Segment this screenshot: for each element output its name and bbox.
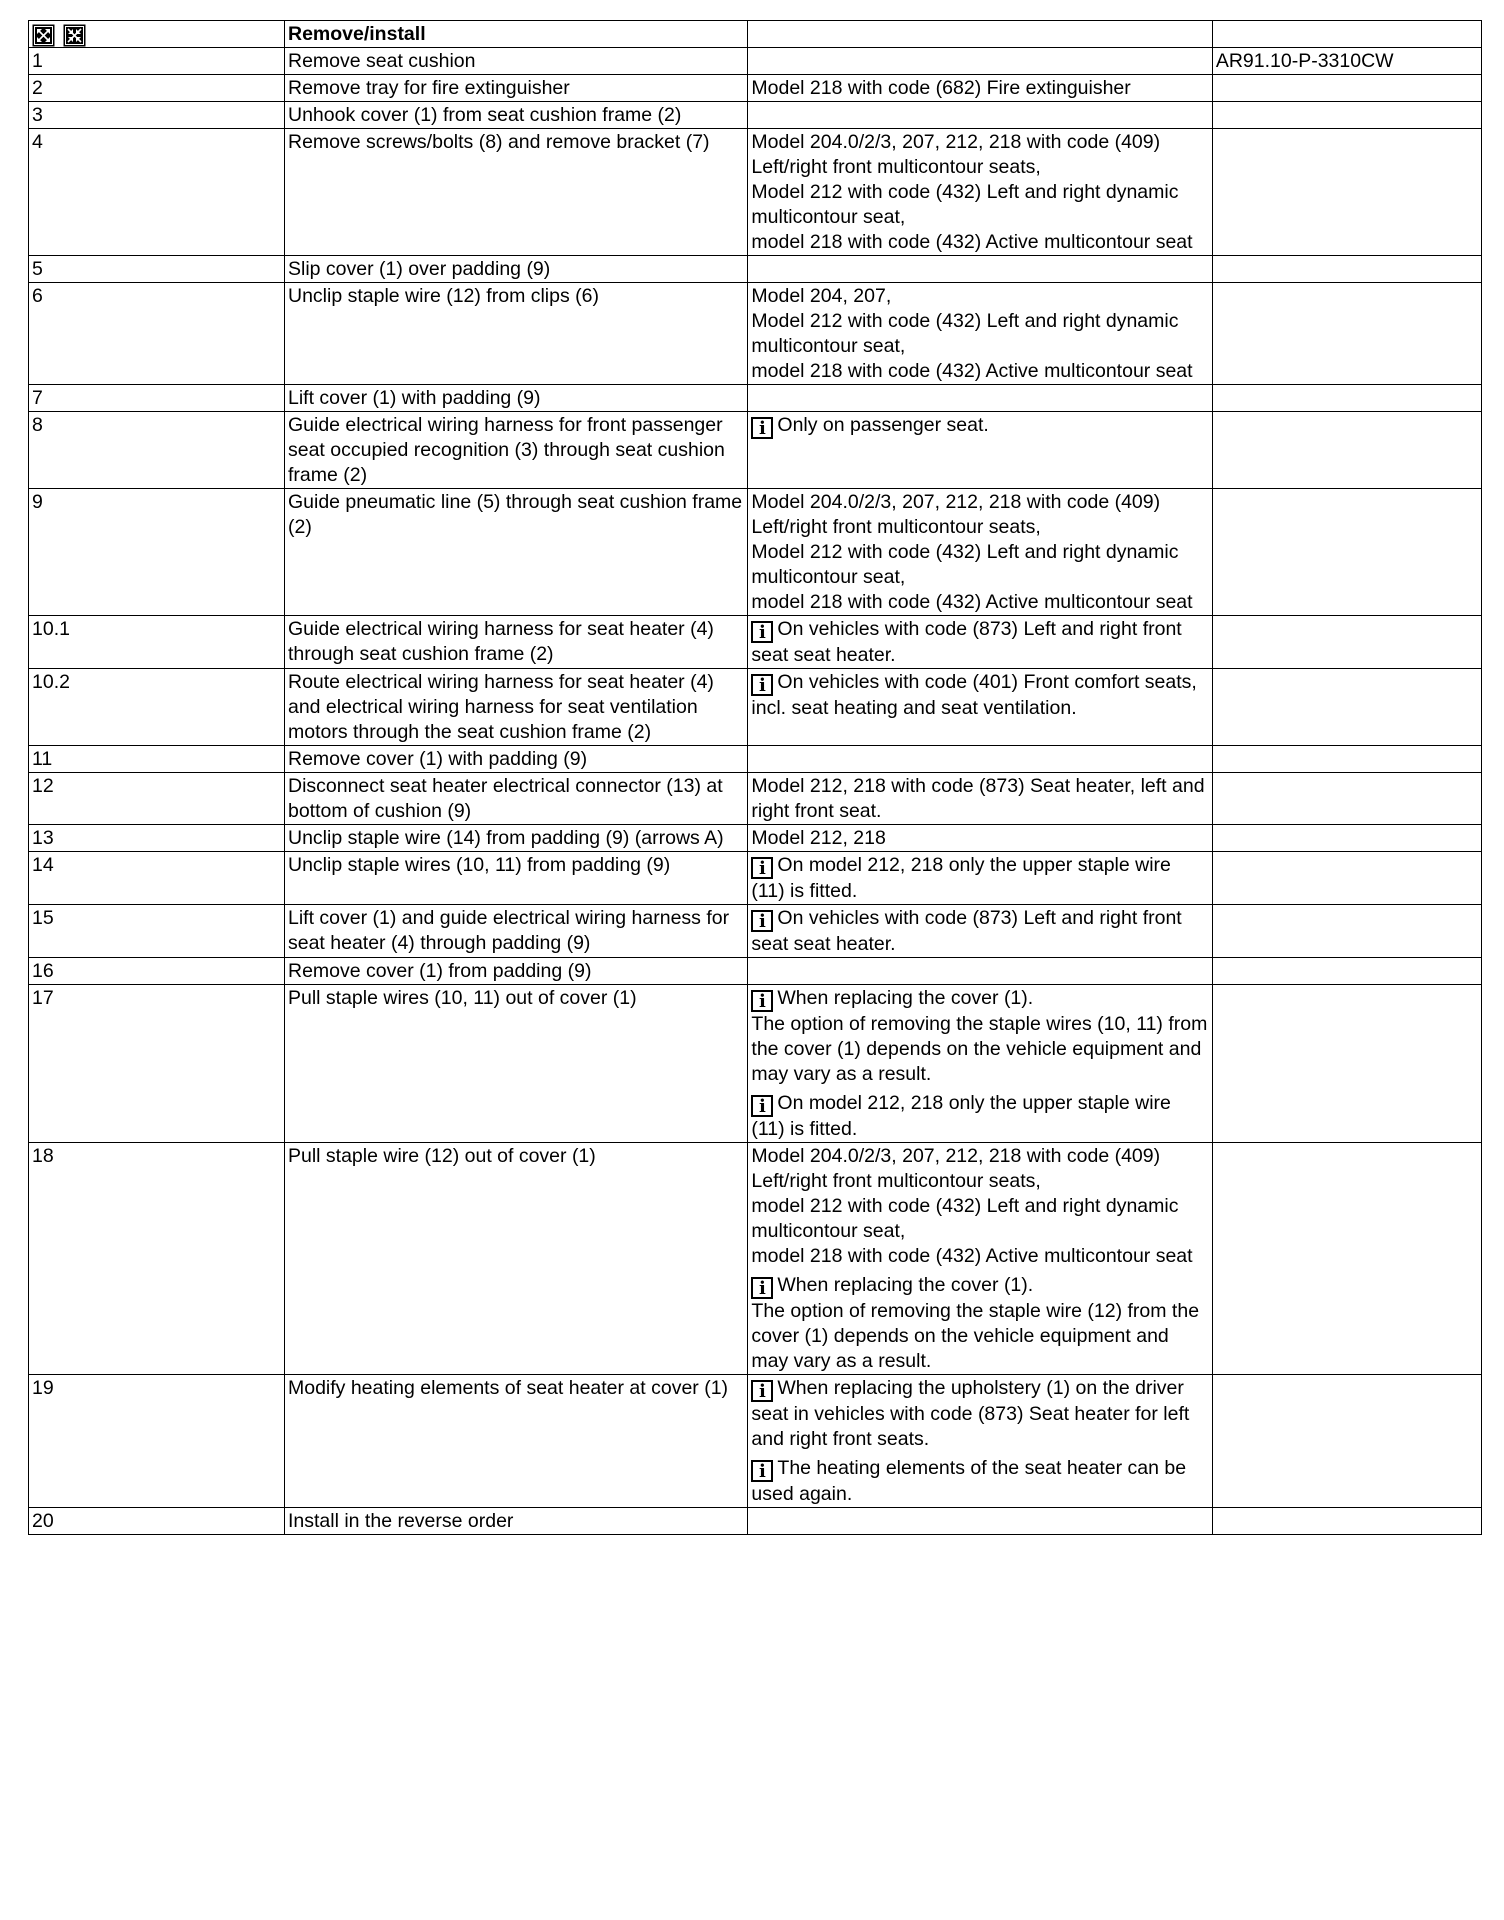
table-row (29, 746, 1482, 773)
step-number: 15 (29, 905, 285, 958)
reference-link (1212, 985, 1481, 1143)
step-action: Pull staple wire (12) out of cover (1) (284, 1143, 747, 1375)
reference-link (1212, 852, 1481, 905)
step-number: 20 (29, 1508, 285, 1535)
step-action: Remove cover (1) with padding (9) (284, 746, 747, 773)
note-content: Model 212, 218 (751, 827, 886, 849)
info-icon: i (751, 417, 773, 439)
table-row (29, 1143, 1482, 1375)
header-icons-cell (29, 21, 285, 48)
step-notes (748, 489, 1212, 616)
step-number: 2 (29, 75, 285, 102)
note-text (751, 826, 1207, 851)
table-row (29, 669, 1482, 746)
step-action: Guide electrical wiring harness for front passenger seat occupied recognition (3) through seat cushion frame (2) (284, 412, 747, 489)
reference-link[interactable]: AR91.10-P-3310CW (1212, 48, 1481, 75)
step-notes (748, 985, 1212, 1143)
collapse-view-icon[interactable] (63, 24, 86, 47)
note-content: model 218 with code (432) Active multicontour seat (751, 591, 1193, 613)
info-note (751, 1456, 1207, 1507)
note-text (751, 490, 1207, 540)
step-action: Lift cover (1) with padding (9) (284, 385, 747, 412)
info-icon: i (751, 1460, 773, 1482)
step-action: Remove screws/bolts (8) and remove bracket (7) (284, 129, 747, 256)
step-notes (748, 616, 1212, 669)
table-row (29, 958, 1482, 985)
step-notes (748, 129, 1212, 256)
reference-link (1212, 669, 1481, 746)
step-number: 14 (29, 852, 285, 905)
step-number: 7 (29, 385, 285, 412)
table-row (29, 1375, 1482, 1508)
note-content: When replacing the cover (1). (777, 987, 1034, 1009)
expand-view-icon[interactable] (32, 24, 55, 47)
step-action: Remove cover (1) from padding (9) (284, 958, 747, 985)
info-icon: i (751, 857, 773, 879)
table-row (29, 75, 1482, 102)
note-content: model 218 with code (432) Active multicontour seat (751, 360, 1193, 382)
step-notes (748, 1508, 1212, 1535)
step-action: Guide pneumatic line (5) through seat cushion frame (2) (284, 489, 747, 616)
header-notes-cell (748, 21, 1212, 48)
step-action: Unclip staple wires (10, 11) from padding (9) (284, 852, 747, 905)
step-number: 3 (29, 102, 285, 129)
note-content: The option of removing the staple wire (12) from the cover (1) depends on the vehicle equipment and may vary as a result. (751, 1300, 1200, 1372)
table-row (29, 616, 1482, 669)
info-note (751, 853, 1207, 904)
step-number: 16 (29, 958, 285, 985)
note-content: On vehicles with code (873) Left and right front seat seat heater. (751, 618, 1182, 666)
note-text (751, 1299, 1207, 1374)
table-row (29, 773, 1482, 825)
note-content: Model 212 with code (432) Left and right dynamic multicontour seat, (751, 541, 1179, 588)
step-notes (748, 48, 1212, 75)
step-number: 4 (29, 129, 285, 256)
reference-link (1212, 1143, 1481, 1375)
note-content: When replacing the cover (1). (777, 1274, 1034, 1296)
note-content: On vehicles with code (401) Front comfort seats, incl. seat heating and seat ventilation. (751, 671, 1197, 719)
note-text (751, 230, 1207, 255)
note-text (751, 1194, 1207, 1244)
table-row (29, 48, 1482, 75)
step-notes (748, 1375, 1212, 1508)
step-number: 5 (29, 256, 285, 283)
reference-link (1212, 905, 1481, 958)
header-title: Remove/install (284, 21, 747, 48)
table-row (29, 489, 1482, 616)
step-notes (748, 1143, 1212, 1375)
step-number: 1 (29, 48, 285, 75)
note-text (751, 1244, 1207, 1269)
step-notes (748, 283, 1212, 385)
step-notes (748, 385, 1212, 412)
note-content: model 218 with code (432) Active multicontour seat (751, 231, 1193, 253)
table-row (29, 385, 1482, 412)
step-notes (748, 746, 1212, 773)
step-notes (748, 75, 1212, 102)
step-action: Pull staple wires (10, 11) out of cover (1) (284, 985, 747, 1143)
info-note (751, 1091, 1207, 1142)
info-note (751, 1273, 1207, 1299)
step-number: 6 (29, 283, 285, 385)
step-action: Slip cover (1) over padding (9) (284, 256, 747, 283)
step-action: Unhook cover (1) from seat cushion frame (2) (284, 102, 747, 129)
note-content: Model 204.0/2/3, 207, 212, 218 with code (409) Left/right front multicontour seats, (751, 131, 1161, 178)
note-content: Model 218 with code (682) Fire extinguisher (751, 77, 1131, 99)
step-notes (748, 669, 1212, 746)
step-notes (748, 958, 1212, 985)
info-note (751, 1376, 1207, 1452)
note-content: Model 212 with code (432) Left and right dynamic multicontour seat, (751, 310, 1179, 357)
reference-link (1212, 256, 1481, 283)
note-content: Model 204, 207, (751, 285, 892, 307)
procedure-document (28, 20, 1482, 1535)
step-number: 13 (29, 825, 285, 852)
note-content: Model 212 with code (432) Left and right dynamic multicontour seat, (751, 181, 1179, 228)
note-content: Model 204.0/2/3, 207, 212, 218 with code (409) Left/right front multicontour seats, (751, 1145, 1161, 1192)
table-row (29, 412, 1482, 489)
info-icon: i (751, 910, 773, 932)
note-text (751, 590, 1207, 615)
note-content: The option of removing the staple wires (10, 11) from the cover (1) depends on the vehicle equipment and may vary as a result. (751, 1013, 1208, 1085)
step-number: 8 (29, 412, 285, 489)
step-action: Route electrical wiring harness for seat heater (4) and electrical wiring harness for seat ventilation motors through the seat cushion frame (2) (284, 669, 747, 746)
note-content: model 212 with code (432) Left and right dynamic multicontour seat, (751, 1195, 1179, 1242)
step-number: 11 (29, 746, 285, 773)
note-content: On model 212, 218 only the upper staple wire (11) is fitted. (751, 1092, 1171, 1140)
table-row (29, 852, 1482, 905)
info-icon: i (751, 1095, 773, 1117)
reference-link (1212, 746, 1481, 773)
info-note (751, 670, 1207, 721)
info-note (751, 617, 1207, 668)
step-action: Disconnect seat heater electrical connector (13) at bottom of cushion (9) (284, 773, 747, 825)
reference-link (1212, 1375, 1481, 1508)
info-note (751, 906, 1207, 957)
info-note (751, 986, 1207, 1012)
reference-link (1212, 773, 1481, 825)
table-row (29, 283, 1482, 385)
note-text (751, 180, 1207, 230)
info-note (751, 413, 1207, 439)
step-notes (748, 102, 1212, 129)
reference-link (1212, 75, 1481, 102)
step-notes (748, 852, 1212, 905)
procedure-table (28, 20, 1482, 1535)
note-content: Only on passenger seat. (777, 414, 989, 436)
step-action: Modify heating elements of seat heater at cover (1) (284, 1375, 747, 1508)
reference-link (1212, 958, 1481, 985)
note-text (751, 359, 1207, 384)
reference-link (1212, 385, 1481, 412)
reference-link (1212, 616, 1481, 669)
table-row (29, 256, 1482, 283)
table-row (29, 905, 1482, 958)
note-text (751, 1012, 1207, 1087)
step-action: Remove seat cushion (284, 48, 747, 75)
reference-link (1212, 825, 1481, 852)
step-number: 18 (29, 1143, 285, 1375)
reference-link (1212, 489, 1481, 616)
table-row (29, 102, 1482, 129)
step-number: 19 (29, 1375, 285, 1508)
step-action: Guide electrical wiring harness for seat heater (4) through seat cushion frame (2) (284, 616, 747, 669)
note-text (751, 76, 1207, 101)
step-action: Remove tray for fire extinguisher (284, 75, 747, 102)
note-text (751, 309, 1207, 359)
note-content: model 218 with code (432) Active multicontour seat (751, 1245, 1193, 1267)
note-text (751, 284, 1207, 309)
step-action: Install in the reverse order (284, 1508, 747, 1535)
info-icon: i (751, 621, 773, 643)
step-notes (748, 905, 1212, 958)
step-notes (748, 412, 1212, 489)
step-notes (748, 773, 1212, 825)
step-action: Unclip staple wire (12) from clips (6) (284, 283, 747, 385)
note-text (751, 540, 1207, 590)
step-number: 10.1 (29, 616, 285, 669)
note-content: Model 204.0/2/3, 207, 212, 218 with code (409) Left/right front multicontour seats, (751, 491, 1161, 538)
note-content: Model 212, 218 with code (873) Seat heater, left and right front seat. (751, 775, 1205, 822)
reference-link (1212, 129, 1481, 256)
info-icon: i (751, 1380, 773, 1402)
note-text (751, 774, 1207, 824)
step-number: 9 (29, 489, 285, 616)
note-text (751, 130, 1207, 180)
note-content: The heating elements of the seat heater can be used again. (751, 1457, 1187, 1505)
header-ref-cell (1212, 21, 1481, 48)
note-content: On model 212, 218 only the upper staple wire (11) is fitted. (751, 854, 1171, 902)
table-row (29, 1508, 1482, 1535)
step-notes (748, 825, 1212, 852)
note-content: On vehicles with code (873) Left and right front seat seat heater. (751, 907, 1182, 955)
info-icon: i (751, 1277, 773, 1299)
info-icon: i (751, 990, 773, 1012)
reference-link (1212, 412, 1481, 489)
note-content: When replacing the upholstery (1) on the driver seat in vehicles with code (873) Seat heater for left and right front seats. (751, 1377, 1190, 1450)
step-number: 12 (29, 773, 285, 825)
step-number: 17 (29, 985, 285, 1143)
note-text (751, 1144, 1207, 1194)
step-notes (748, 256, 1212, 283)
step-number: 10.2 (29, 669, 285, 746)
reference-link (1212, 1508, 1481, 1535)
table-row (29, 825, 1482, 852)
reference-link (1212, 102, 1481, 129)
step-action: Lift cover (1) and guide electrical wiring harness for seat heater (4) through padding (9) (284, 905, 747, 958)
table-row (29, 985, 1482, 1143)
table-row (29, 129, 1482, 256)
step-action: Unclip staple wire (14) from padding (9) (arrows A) (284, 825, 747, 852)
reference-link (1212, 283, 1481, 385)
info-icon: i (751, 674, 773, 696)
header-row (29, 21, 1482, 48)
